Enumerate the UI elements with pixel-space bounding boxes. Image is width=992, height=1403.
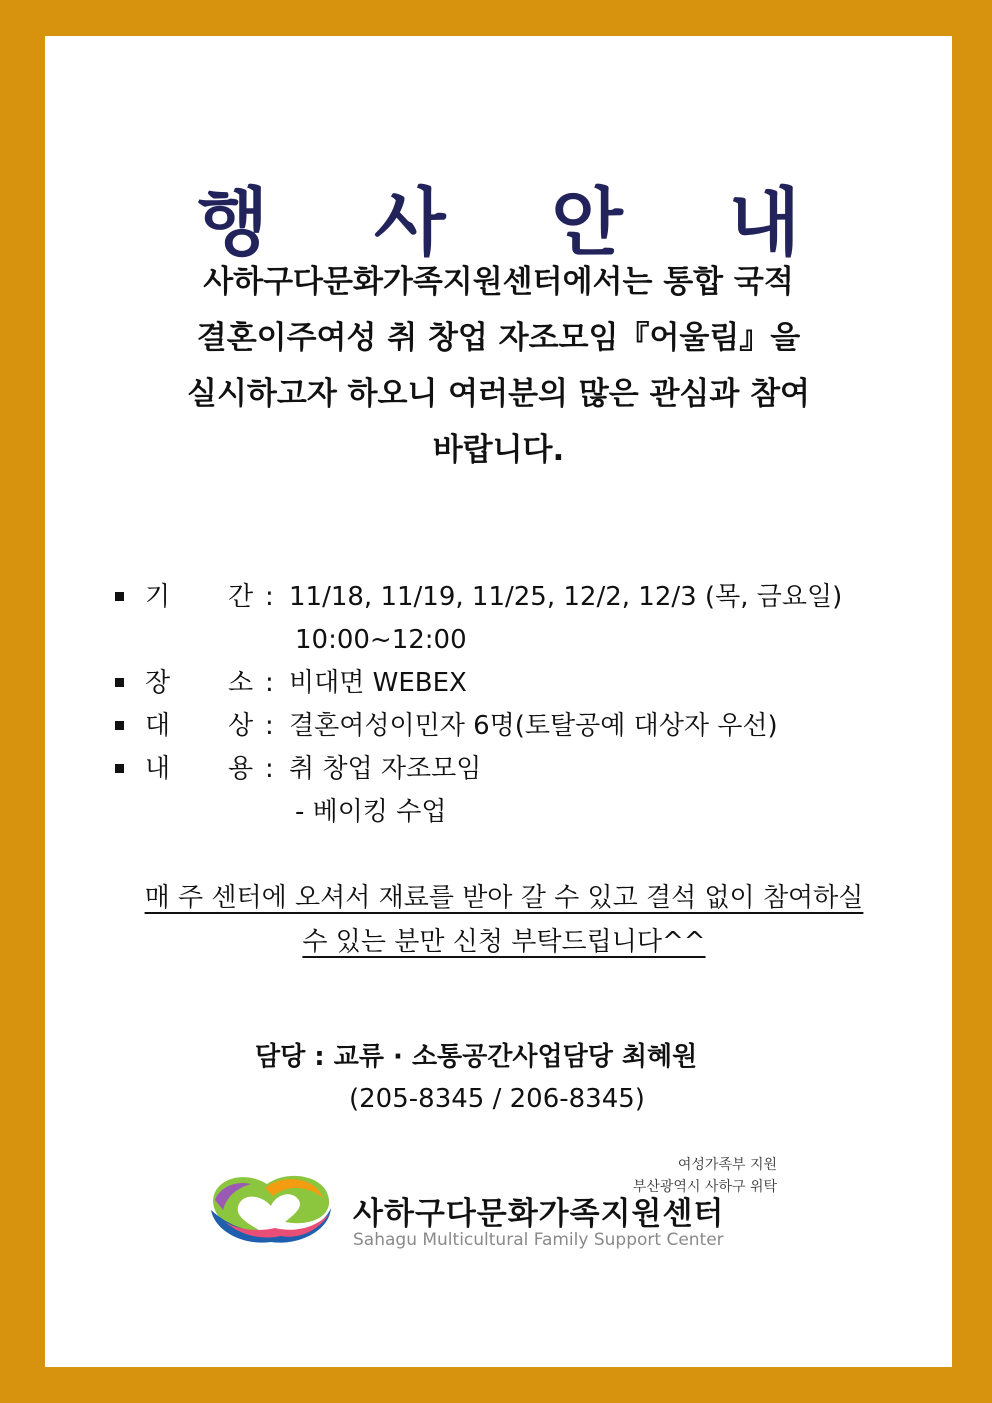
heart-swirl-logo-icon bbox=[205, 1170, 337, 1250]
info-value: 비대면 WEBEX bbox=[289, 668, 467, 698]
page-title: 행 사 안 내 bbox=[196, 180, 841, 266]
info-value: 10:00~12:00 bbox=[295, 625, 467, 655]
info-colon: : bbox=[265, 582, 274, 612]
bullet-square-icon bbox=[115, 764, 124, 773]
bullet-square-icon bbox=[115, 592, 124, 601]
bullet-square-icon bbox=[115, 721, 124, 730]
info-value: 결혼여성이민자 6명(토탈공예 대상자 우선) bbox=[289, 711, 778, 741]
info-label: 간 bbox=[228, 582, 254, 612]
info-value: - 베이킹 수업 bbox=[295, 797, 447, 827]
info-label: 용 bbox=[228, 754, 254, 784]
info-row-place bbox=[105, 662, 925, 705]
poster-page bbox=[45, 36, 952, 1367]
event-info-list bbox=[105, 576, 925, 834]
info-colon: : bbox=[265, 754, 274, 784]
intro-line: 바랍니다. bbox=[432, 432, 565, 468]
sponsor-text: 여성가족부 지원 bbox=[677, 1157, 777, 1173]
info-value: 취 창업 자조모임 bbox=[289, 754, 482, 784]
info-row-period bbox=[105, 576, 925, 619]
contact-phone: (205-8345 / 206-8345) bbox=[349, 1084, 645, 1114]
notice-line: 매 주 센터에 오셔서 재료를 받아 갈 수 있고 결석 없이 참여하실 bbox=[144, 883, 864, 913]
info-label: 소 bbox=[228, 668, 254, 698]
info-colon: : bbox=[265, 668, 274, 698]
info-label: 기 bbox=[145, 582, 171, 612]
bullet-square-icon bbox=[115, 678, 124, 687]
intro-line: 결혼이주여성 취 창업 자조모임『어울림』을 bbox=[196, 320, 801, 356]
intro-line: 실시하고자 하오니 여러분의 많은 관심과 참여 bbox=[187, 376, 810, 412]
info-row-content-detail bbox=[105, 791, 925, 834]
intro-line: 사하구다문화가족지원센터에서는 통합 국적 bbox=[203, 264, 794, 300]
info-colon: : bbox=[265, 711, 274, 741]
info-label: 장 bbox=[145, 668, 171, 698]
info-label: 대 bbox=[145, 711, 171, 741]
intro-paragraph bbox=[105, 254, 892, 478]
commission-text: 부산광역시 사하구 위탁 bbox=[632, 1179, 777, 1195]
info-label: 상 bbox=[228, 711, 254, 741]
organization-name-english: Sahagu Multicultural Family Support Center bbox=[353, 1230, 724, 1250]
notice-line: 수 있는 분만 신청 부탁드립니다^^ bbox=[302, 927, 706, 957]
contact-info bbox=[255, 1036, 697, 1120]
info-row-time bbox=[105, 619, 925, 662]
contact-person: 담당 : 교류 · 소통공간사업담당 최혜원 bbox=[255, 1042, 698, 1072]
organization-name: 사하구다문화가족지원센터 bbox=[353, 1196, 725, 1232]
info-value: 11/18, 11/19, 11/25, 12/2, 12/3 (목, 금요일) bbox=[289, 582, 843, 612]
info-row-content bbox=[105, 748, 925, 791]
info-row-target bbox=[105, 705, 925, 748]
info-label: 내 bbox=[145, 754, 171, 784]
notice-text bbox=[93, 876, 915, 964]
organization-footer bbox=[205, 1154, 805, 1254]
